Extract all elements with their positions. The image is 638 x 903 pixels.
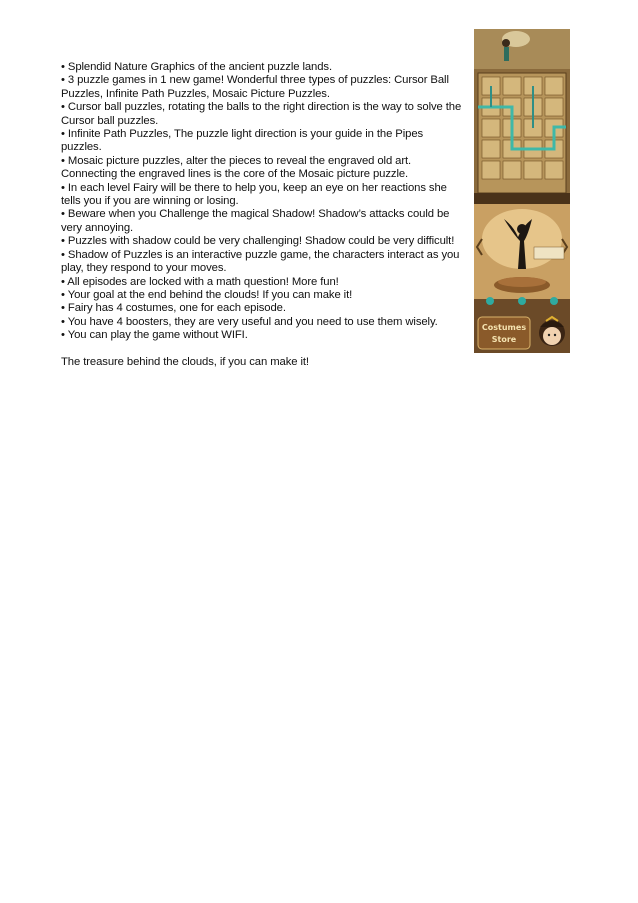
- bullet-5: • Mosaic picture puzzles, alter the pieces to reveal the engraved old art. Connecting the engraved lines is the core of the Mosaic picture puzzle.: [61, 154, 412, 181]
- bullet-10: • All episodes are locked with a math question! More fun!: [61, 275, 339, 288]
- bullet-9: • Shadow of Puzzles is an interactive puzzle game, the characters interact as you play, they respond to your moves.: [61, 248, 460, 275]
- bullet-11: • Your goal at the end behind the clouds! If you can make it!: [61, 288, 353, 301]
- bullet-12: • Fairy has 4 costumes, one for each episode.: [61, 302, 286, 315]
- bullet-3: • Cursor ball puzzles, rotating the balls to the right direction is the way to solve the Cursor ball puzzles.: [61, 101, 462, 127]
- game-screenshots-illustration: [474, 29, 570, 353]
- store-label-line1: Costumes: [481, 323, 527, 332]
- bullet-4: • Infinite Path Puzzles, The puzzle light direction is your guide in the Pipes puzzles.: [61, 128, 424, 154]
- bullet-8: • Puzzles with shadow could be very challenging! Shadow could be very difficult!: [61, 235, 455, 248]
- bullet-14: • You can play the game without WIFI.: [61, 329, 248, 342]
- bullet-2: • 3 puzzle games in 1 new game! Wonderful three types of puzzles: Cursor Ball Puzzles, Infinite Path Puzzles, Mosaic Picture Puzzles.: [61, 74, 449, 100]
- store-label-line2: Store: [491, 335, 517, 344]
- bullet-7: • Beware when you Challenge the magical Shadow! Shadow’s attacks could be very annoying.: [61, 208, 450, 234]
- document-text: [61, 61, 463, 369]
- bullet-13: • You have 4 boosters, they are very useful and you need to use them wisely.: [61, 315, 438, 328]
- game-screenshot-strip: [474, 29, 570, 353]
- closing-line: The treasure behind the clouds, if you can make it!: [61, 355, 309, 368]
- bullet-6: • In each level Fairy will be there to help you, keep an eye on her reactions she tells you if you are winning or losing.: [61, 181, 447, 208]
- bullet-1: • Splendid Nature Graphics of the ancient puzzle lands.: [61, 61, 332, 73]
